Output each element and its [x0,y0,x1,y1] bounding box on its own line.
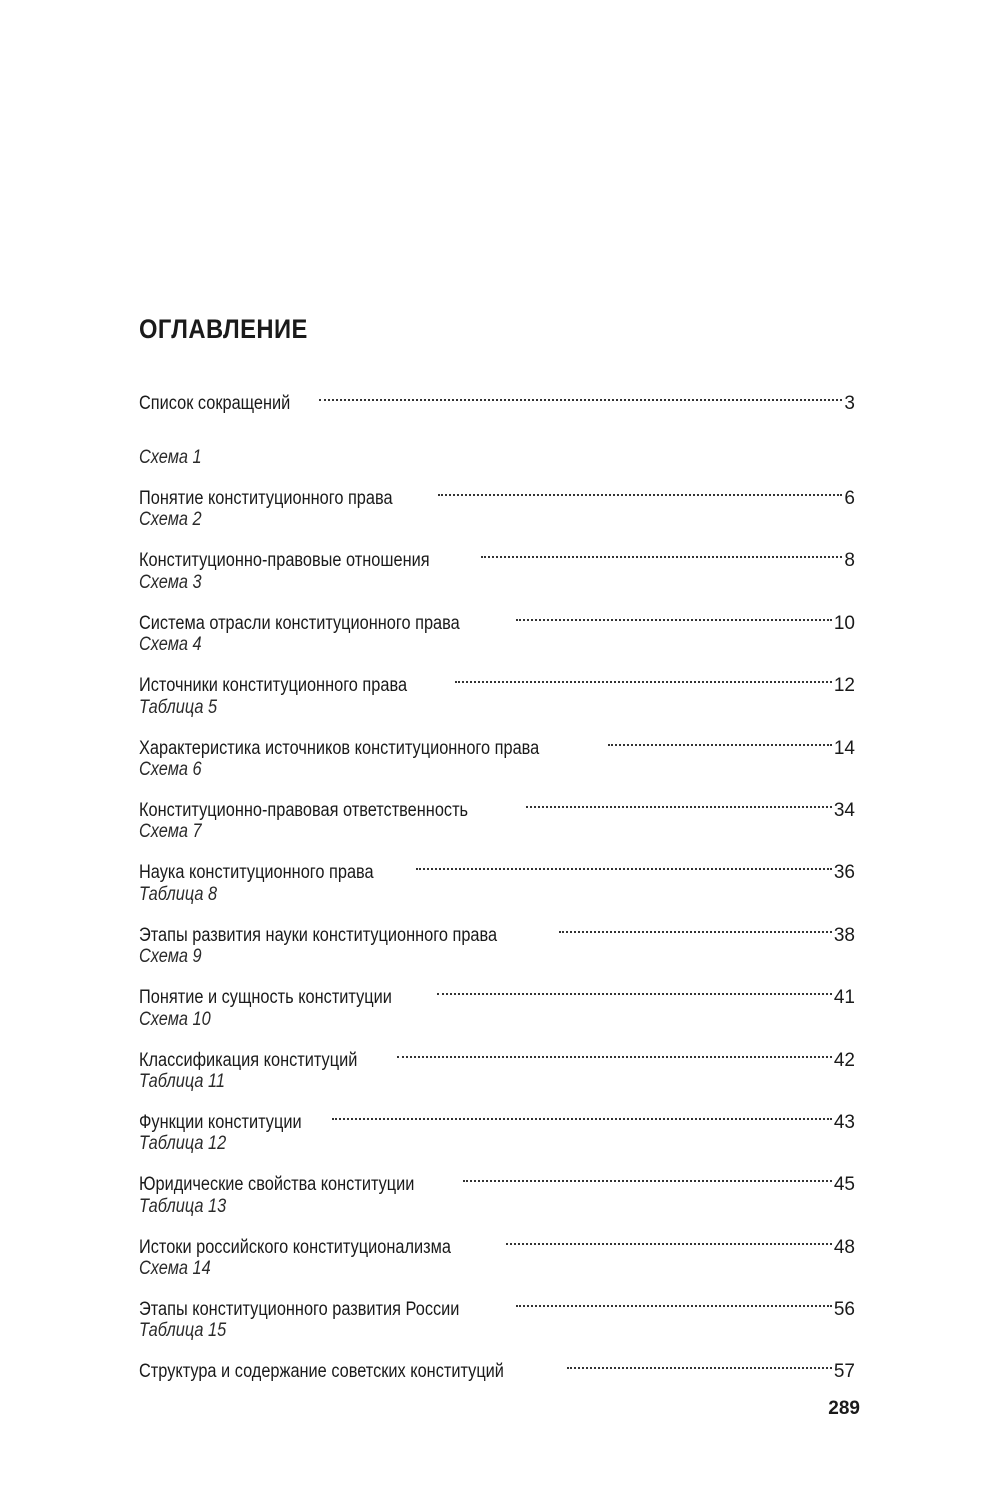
toc-entry-line [139,847,855,884]
dot-leader [567,1346,832,1377]
toc-entry-line [139,1346,855,1383]
toc-entry-text: Истоки российского конституционализма [139,1236,451,1258]
dot-leader [438,473,843,504]
toc-entry-page: 41 [833,987,855,1009]
toc-entry-line [139,910,855,946]
toc-entry-page: 14 [833,737,855,759]
toc-entry-line [139,785,855,821]
toc-entry-line [139,1097,855,1133]
toc-entry-line [139,972,855,1009]
toc-entry[interactable] [139,1004,855,1071]
toc-entry-page: 48 [833,1236,855,1258]
toc-entry[interactable] [139,504,855,572]
toc-entry-page: 10 [833,612,855,634]
toc-entry-page: 34 [833,799,855,821]
toc-entry-page: 56 [833,1299,855,1321]
toc-entry-label: Схема 9 [139,946,202,968]
dot-leader [463,1159,832,1190]
toc-entry-line [139,598,855,634]
toc-entry-text: Понятие конституционного права [139,488,393,509]
toc-entry[interactable] [139,754,855,821]
toc-entry-text: Функции конституции [139,1111,302,1133]
toc-entry-label: Таблица 12 [139,1133,227,1155]
toc-entry-page: 3 [844,393,855,414]
toc-entry-text: Этапы конституционного развития России [139,1299,460,1321]
toc-entry-line [139,1284,855,1321]
dot-leader [506,1222,832,1253]
toc-entry-page: 42 [833,1049,855,1071]
table-of-contents [139,378,855,1383]
toc-entry-text: Этапы развития науки конституционного права [139,924,498,946]
toc-entry[interactable] [139,1315,855,1383]
toc-entry-label: Таблица 13 [139,1195,227,1217]
dot-leader [319,378,842,409]
toc-entry-label: Таблица 11 [139,1070,225,1092]
toc-entry-label: Схема 4 [139,634,202,656]
page-number: 289 [828,1398,860,1419]
toc-entry[interactable] [139,629,855,697]
dot-leader [455,660,832,691]
toc-entry-label: Схема 10 [139,1008,211,1030]
toc-entry-line [139,535,855,572]
toc-entry[interactable] [139,1066,855,1133]
toc-entry[interactable] [139,941,855,1009]
toc-entry-line [139,723,855,759]
toc-entry-label: Схема 14 [139,1258,211,1280]
toc-entry-line [139,660,855,697]
toc-entry-page: 8 [844,550,855,572]
toc-entry-text: Юридические свойства конституции [139,1174,415,1196]
dot-leader [332,1097,832,1128]
toc-entry-text: Структура и содержание советских конституций [139,1361,504,1383]
toc-entry-line [139,473,855,509]
toc-entry[interactable] [139,1253,855,1321]
toc-entry-page: 45 [833,1174,855,1196]
toc-entry-text: Источники конституционного права [139,675,408,697]
toc-entry-label: Таблица 15 [139,1320,227,1342]
toc-entry[interactable] [139,1128,855,1196]
toc-entry-label: Таблица 5 [139,696,218,718]
toc-entry-text: Система отрасли конституционного права [139,612,460,634]
toc-entry-label: Схема 7 [139,821,202,843]
toc-entry-line [139,1159,855,1196]
toc-entry-label: Таблица 8 [139,883,218,905]
dot-leader [397,1035,832,1066]
toc-entry-page: 38 [833,924,855,946]
toc-entry-page: 6 [844,488,855,509]
toc-entry-page: 57 [833,1361,855,1383]
toc-entry-text: Конституционно-правовые отношения [139,550,430,572]
toc-title: ОГЛАВЛЕНИЕ [139,314,308,344]
toc-entry[interactable] [139,1191,855,1258]
toc-entry-line [139,378,855,414]
dot-leader [516,1284,832,1315]
toc-entry[interactable] [139,692,855,759]
toc-entry-page: 36 [833,862,855,884]
dot-leader [559,910,831,941]
dot-leader [526,785,832,816]
toc-entry-line [139,1035,855,1071]
toc-entry-text: Список сокращений [139,393,291,414]
toc-entry-label: Схема 1 [139,447,202,468]
toc-entry-page: 43 [833,1111,855,1133]
dot-leader [516,598,832,629]
toc-entry-text: Классификация конституций [139,1049,358,1071]
dot-leader [481,535,843,566]
toc-entry-text: Конституционно-правовая ответственность [139,799,469,821]
toc-entry-label: Схема 2 [139,509,202,531]
dot-leader [416,847,832,878]
toc-entry-text: Характеристика источников конституционного права [139,737,540,759]
toc-entry[interactable] [139,816,855,884]
toc-entry[interactable] [139,879,855,946]
toc-entry-label: Схема 3 [139,571,202,593]
toc-entry-label: Схема 6 [139,758,202,780]
dot-leader [608,723,831,754]
toc-entry[interactable] [139,442,855,509]
dot-leader [437,972,832,1003]
toc-entry[interactable] [139,567,855,634]
toc-entry-line [139,1222,855,1258]
toc-entry-text: Наука конституционного права [139,862,374,884]
toc-entry-page: 12 [833,675,855,697]
toc-entry-text: Понятие и сущность конституции [139,987,392,1009]
toc-entry-abbreviations[interactable] [139,378,855,414]
